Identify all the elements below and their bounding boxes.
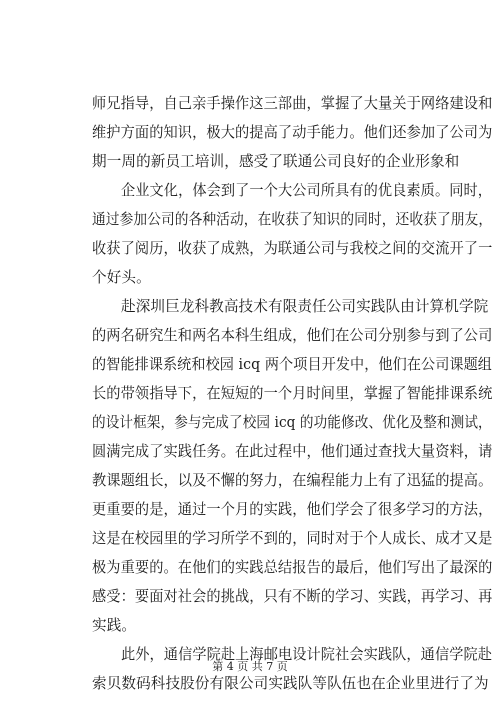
text-line-12: 的设计框架，参与完成了校园 icq 的功能修改、优化及整和测试， (92, 414, 492, 431)
text-line-20: 此外，通信学院赴上海邮电设计院社会实践队，通信学院赴 (121, 646, 493, 663)
text-line-6: 收获了阅历，收获了成熟，为联通公司与我校之间的交流开了一 (92, 240, 493, 257)
text-line-19: 实践。 (92, 617, 137, 634)
text-line-10: 的智能排课系统和校园 icq 两个项目开发中，他们在公司课题组 (92, 356, 493, 373)
text-line-13: 圆满完成了实践任务。在此过程中，他们通过查找大量资料，请 (92, 443, 493, 460)
text-line-8: 赴深圳巨龙科教高技术有限责任公司实践队由计算机学院 (121, 298, 489, 315)
text-line-1: 师兄指导，自己亲手操作这三部曲，掌握了大量关于网络建设和 (92, 95, 493, 112)
text-line-18: 感受：要面对社会的挑战，只有不断的学习、实践，再学习、再 (92, 588, 493, 605)
text-line-5: 通过参加公司的各种活动，在收获了知识的同时，还收获了朋友， (92, 211, 493, 228)
text-line-17: 极为重要的。在他们的实践总结报告的最后，他们写出了最深的 (92, 559, 493, 576)
text-line-14: 教课题组长，以及不懈的努力，在编程能力上有了迅猛的提高。 (92, 472, 493, 489)
text-line-21: 索贝数码科技股份有限公司实践队等队伍也在企业里进行了为 (92, 675, 489, 692)
text-line-11: 长的带领指导下，在短短的一个月时间里，掌握了智能排课系统 (92, 385, 493, 402)
text-line-7: 个好头。 (92, 269, 151, 286)
text-line-16: 这是在校园里的学习所学不到的，同时对于个人成长、成才又是 (92, 530, 493, 547)
text-line-3: 期一周的新员工培训，感受了联通公司良好的企业形象和 (92, 153, 460, 170)
text-line-4: 企业文化，体会到了一个大公司所具有的优良素质。同时， (121, 182, 493, 199)
text-line-2: 维护方面的知识，极大的提高了动手能力。他们还参加了公司为 (92, 124, 493, 141)
text-line-9: 的两名研究生和两名本科生组成，他们在公司分别参与到了公司 (92, 327, 493, 344)
text-line-15: 更重要的是，通过一个月的实践，他们学会了很多学习的方法， (92, 501, 493, 518)
page-number-footer: 第 4 页 共 7 页 (212, 660, 288, 673)
